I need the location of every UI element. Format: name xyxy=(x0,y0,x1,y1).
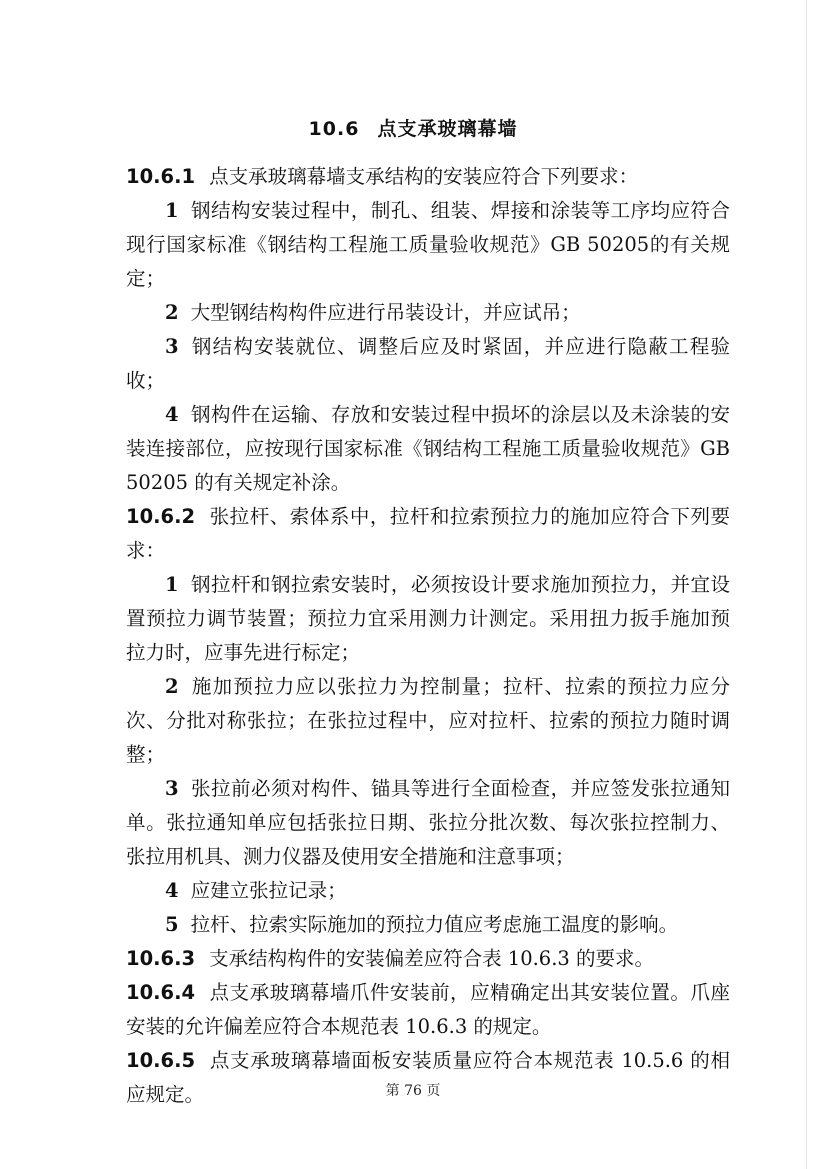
item-number: 5 xyxy=(165,913,179,936)
clause-10-6-2-item-4 xyxy=(126,874,730,908)
clause-number: 10.6.4 xyxy=(126,981,196,1004)
clause-10-6-2-item-3 xyxy=(126,772,730,874)
clause-10-6-4 xyxy=(126,976,730,1044)
clause-10-6-2-item-2 xyxy=(126,670,730,772)
clause-10-6-2 xyxy=(126,500,730,568)
item-text: 钢拉杆和钢拉索安装时，必须按设计要求施加预拉力，并宜设置预拉力调节装置；预拉力宜采用测力计测定。采用扭力扳手施加预拉力时，应事先进行标定； xyxy=(126,573,730,664)
clause-10-6-2-item-1 xyxy=(126,568,730,670)
item-number: 4 xyxy=(165,403,179,426)
clause-text: 点支承玻璃幕墙支承结构的安装应符合下列要求： xyxy=(209,165,639,188)
section-title: 点支承玻璃幕墙 xyxy=(377,118,518,140)
clause-10-6-3 xyxy=(126,942,730,976)
clause-10-6-1-item-4 xyxy=(126,398,730,500)
item-text: 张拉前必须对构件、锚具等进行全面检查，并应签发张拉通知单。张拉通知单应包括张拉日期、张拉分批次数、每次张拉控制力、张拉用机具、测力仪器及使用安全措施和注意事项； xyxy=(126,777,730,868)
clause-10-6-1-item-2 xyxy=(126,296,730,330)
section-number: 10.6 xyxy=(308,118,360,140)
section-heading xyxy=(0,114,826,141)
item-number: 3 xyxy=(165,777,179,800)
item-text: 大型钢结构构件应进行吊装设计，并应试吊； xyxy=(190,301,581,324)
clause-text: 点支承玻璃幕墙面板安装质量应符合本规范表 10.5.6 的相应规定。 xyxy=(126,1049,730,1106)
item-number: 2 xyxy=(165,301,179,324)
item-text: 钢结构安装就位、调整后应及时紧固，并应进行隐蔽工程验收； xyxy=(126,335,730,392)
clause-number: 10.6.1 xyxy=(126,165,196,188)
clause-10-6-1-item-1 xyxy=(126,194,730,296)
item-text: 拉杆、拉索实际施加的预拉力值应考虑施工温度的影响。 xyxy=(190,913,679,936)
clause-text: 支承结构构件的安装偏差应符合表 10.6.3 的要求。 xyxy=(209,947,655,970)
item-text: 应建立张拉记录； xyxy=(190,879,347,902)
page-number: 第 76 页 xyxy=(385,1083,441,1099)
clause-text: 张拉杆、索体系中，拉杆和拉索预拉力的施加应符合下列要求： xyxy=(126,505,730,562)
item-text: 钢结构安装过程中，制孔、组装、焊接和涂装等工序均应符合现行国家标准《钢结构工程施工质量验收规范》GB 50205的有关规定； xyxy=(126,199,730,290)
clause-text: 点支承玻璃幕墙爪件安装前，应精确定出其安装位置。爪座安装的允许偏差应符合本规范表 10.6.3 的规定。 xyxy=(126,981,730,1038)
clause-number: 10.6.2 xyxy=(126,505,196,528)
page-edge-line xyxy=(806,0,807,1169)
clause-10-6-1 xyxy=(126,160,730,194)
document-body xyxy=(126,160,730,1112)
item-number: 4 xyxy=(165,879,179,902)
clause-number: 10.6.3 xyxy=(126,947,196,970)
clause-10-6-1-item-3 xyxy=(126,330,730,398)
item-number: 2 xyxy=(165,675,179,698)
clause-10-6-2-item-5 xyxy=(126,908,730,942)
clause-10-6-5 xyxy=(126,1044,730,1112)
item-text: 施加预拉力应以张拉力为控制量；拉杆、拉索的预拉力应分次、分批对称张拉；在张拉过程中，应对拉杆、拉索的预拉力随时调整； xyxy=(126,675,730,766)
item-text: 钢构件在运输、存放和安装过程中损坏的涂层以及未涂装的安装连接部位，应按现行国家标准《钢结构工程施工质量验收规范》GB 50205 的有关规定补涂。 xyxy=(126,403,730,494)
item-number: 1 xyxy=(165,199,179,222)
clause-number: 10.6.5 xyxy=(126,1049,196,1072)
item-number: 1 xyxy=(165,573,179,596)
item-number: 3 xyxy=(165,335,179,358)
